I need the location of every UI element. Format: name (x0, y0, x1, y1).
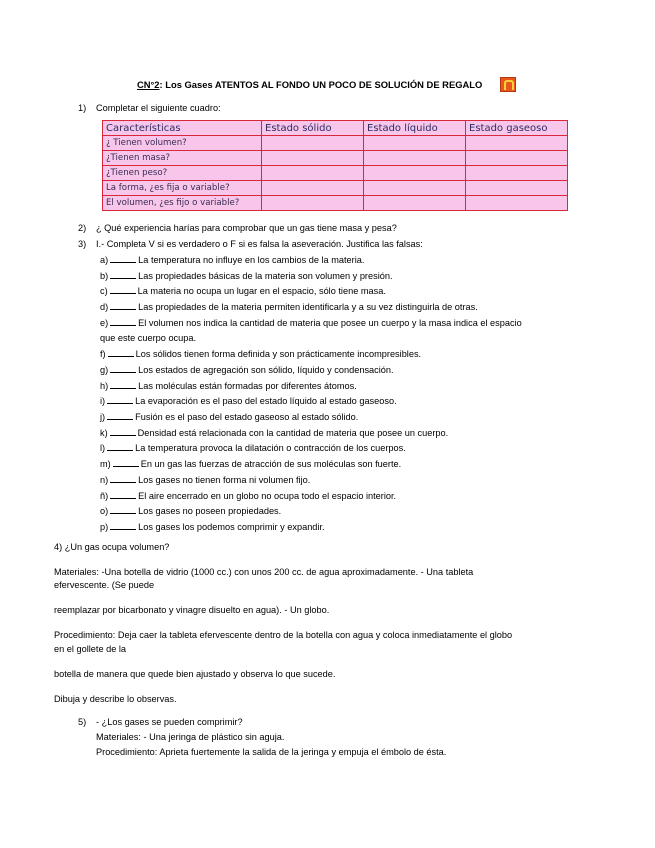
q4-line: Procedimiento: Deja caer la tableta efervescente dentro de la botella con agua y coloca inmediatamente el globo (54, 630, 513, 640)
statement-letter: k) (100, 427, 108, 438)
statement-letter: p) (100, 521, 109, 532)
table-row-label: ¿Tienen masa? (103, 151, 262, 166)
table-cell[interactable] (364, 166, 466, 181)
answer-blank[interactable] (107, 441, 133, 451)
answer-blank[interactable] (107, 410, 133, 420)
table-cell[interactable] (262, 166, 364, 181)
table-cell[interactable] (262, 136, 364, 151)
answer-blank[interactable] (110, 504, 136, 514)
statement-text: La temperatura provoca la dilatación o contracción de los cuerpos. (135, 443, 406, 454)
table-cell[interactable] (466, 151, 568, 166)
statement-item (100, 300, 478, 313)
statement-text: El aire encerrado en un globo no ocupa todo el espacio interior. (138, 490, 397, 501)
statement-item (100, 253, 364, 266)
table-header-cell: Estado gaseoso (466, 121, 568, 136)
table-cell[interactable] (364, 151, 466, 166)
mcdonalds-logo-icon (500, 77, 516, 92)
statement-continuation: que este cuerpo ocupa. (100, 332, 197, 343)
statement-letter: m) (100, 459, 111, 470)
statement-item (100, 426, 448, 439)
table-cell[interactable] (364, 181, 466, 196)
statement-item (100, 284, 386, 297)
answer-blank[interactable] (110, 316, 136, 326)
table-row (103, 181, 568, 196)
statement-text: Los gases no poseen propiedades. (138, 506, 282, 517)
statement-text: La temperatura no influye en los cambios de la materia. (138, 255, 365, 265)
statement-text: Los gases los podemos comprimir y expandir. (138, 521, 325, 532)
q4-line: en el gollete de la (54, 644, 127, 654)
q1-text: Completar el siguiente cuadro: (96, 103, 221, 113)
statement-letter: a) (100, 255, 109, 265)
table-row-label: La forma, ¿es fija o variable? (103, 181, 262, 196)
answer-blank[interactable] (113, 457, 139, 467)
answer-blank[interactable] (107, 394, 133, 404)
q1-number: 1) (78, 103, 87, 113)
statement-letter: j) (100, 412, 106, 422)
title-text: : Los Gases ATENTOS AL FONDO UN POCO DE SOLUCIÓN DE REGALO (159, 79, 483, 90)
statement-letter: g) (100, 364, 109, 375)
answer-blank[interactable] (110, 473, 136, 483)
answer-blank[interactable] (110, 300, 136, 310)
statement-item (100, 347, 421, 360)
table-row (103, 166, 568, 181)
table-row (103, 136, 568, 151)
characteristics-table (102, 120, 568, 211)
statement-text: Fusión es el paso del estado gaseoso al estado sólido. (135, 412, 359, 422)
q5-number: 5) (78, 717, 87, 727)
table-cell[interactable] (466, 181, 568, 196)
q5-line: Materiales: - Una jeringa de plástico sin aguja. (96, 732, 285, 742)
q5-line: - ¿Los gases se pueden comprimir? (96, 717, 243, 727)
q3-number: 3) (78, 239, 87, 249)
statement-letter: d) (100, 302, 109, 313)
statement-letter: b) (100, 270, 109, 281)
table-cell[interactable] (262, 151, 364, 166)
statement-text: Los sólidos tienen forma definida y son prácticamente incompresibles. (135, 349, 422, 360)
statement-letter: n) (100, 474, 109, 485)
answer-blank[interactable] (110, 426, 136, 436)
q4-line: Materiales: -Una botella de vidrio (1000 cc.) con unos 200 cc. de agua aproximadamente. - Una tableta (54, 567, 474, 577)
statement-text: Los estados de agregación son sólido, líquido y condensación. (138, 364, 394, 375)
table-row-label: ¿ Tienen volumen? (103, 136, 262, 151)
statement-letter: f) (100, 349, 106, 360)
answer-blank[interactable] (110, 520, 136, 530)
table-row (103, 196, 568, 211)
statement-text: Las propiedades básicas de la materia son volumen y presión. (138, 270, 393, 281)
q4-line: botella de manera que quede bien ajustado y observa lo que sucede. (54, 669, 336, 679)
statement-text: Las propiedades de la materia permiten identificarla y a su vez distinguirla de otras. (138, 302, 478, 313)
answer-blank[interactable] (110, 269, 136, 279)
table-row-label: El volumen, ¿es fijo o variable? (103, 196, 262, 211)
statement-letter: c) (100, 286, 108, 297)
statement-text: El volumen nos indica la cantidad de materia que posee un cuerpo y la masa indica el espacio (138, 317, 522, 328)
statement-text: Los gases no tienen forma ni volumen fijo. (138, 474, 311, 485)
table-cell[interactable] (262, 181, 364, 196)
statement-text: Las moléculas están formadas por diferentes átomos. (138, 380, 357, 391)
statement-letter: l) (100, 443, 106, 454)
statement-item (100, 489, 396, 502)
answer-blank[interactable] (110, 379, 136, 389)
statement-letter: e) (100, 317, 109, 328)
q4-line: reemplazar por bicarbonato y vinagre disuelto en agua). - Un globo. (54, 605, 330, 615)
table-cell[interactable] (466, 136, 568, 151)
statement-letter: ñ) (100, 490, 109, 501)
page-title (137, 79, 482, 90)
title-prefix: CN°2 (137, 79, 160, 90)
table-cell[interactable] (466, 196, 568, 211)
q2-number: 2) (78, 223, 87, 233)
table-header-cell: Características (103, 121, 262, 136)
statement-text: Densidad está relacionada con la cantidad de materia que posee un cuerpo. (137, 427, 449, 438)
table-cell[interactable] (466, 166, 568, 181)
statement-item (100, 316, 522, 329)
answer-blank[interactable] (110, 489, 136, 499)
statement-letter: o) (100, 506, 109, 517)
answer-blank[interactable] (110, 253, 136, 263)
q2-text: ¿ Qué experiencia harías para comprobar que un gas tiene masa y pesa? (96, 223, 397, 233)
table-header-cell: Estado líquido (364, 121, 466, 136)
statement-text: La evaporación es el paso del estado líquido al estado gaseoso. (135, 396, 397, 407)
q4-heading: 4) ¿Un gas ocupa volumen? (54, 542, 170, 552)
table-row-label: ¿Tienen peso? (103, 166, 262, 181)
answer-blank[interactable] (108, 347, 134, 357)
statement-letter: i) (100, 396, 106, 407)
statement-item (100, 379, 357, 392)
table-cell[interactable] (364, 196, 466, 211)
table-row (103, 151, 568, 166)
statement-item (100, 394, 397, 407)
statement-item (100, 441, 406, 454)
statement-text: En un gas las fuerzas de atracción de sus moléculas son fuerte. (140, 459, 402, 470)
statement-item (100, 269, 393, 282)
statement-item (100, 504, 281, 517)
table-header-row (103, 121, 568, 136)
table-cell[interactable] (262, 196, 364, 211)
answer-blank[interactable] (110, 284, 136, 294)
statement-letter: h) (100, 380, 109, 391)
q4-line: Dibuja y describe lo observas. (54, 694, 177, 704)
table-header-cell: Estado sólido (262, 121, 364, 136)
q5-line: Procedimiento: Aprieta fuertemente la salida de la jeringa y empuja el émbolo de ésta. (96, 747, 447, 757)
q3-text: I.- Completa V si es verdadero o F si es falsa la aseveración. Justifica las falsas: (96, 239, 423, 249)
answer-blank[interactable] (110, 363, 136, 373)
statement-item (100, 520, 325, 533)
statement-text: La materia no ocupa un lugar en el espacio, sólo tiene masa. (137, 286, 386, 297)
statement-item (100, 363, 394, 376)
table-cell[interactable] (364, 136, 466, 151)
statement-item (100, 473, 310, 486)
statement-item (100, 410, 358, 423)
q4-line: efervescente. (Se puede (54, 580, 155, 590)
statement-item (100, 457, 401, 470)
